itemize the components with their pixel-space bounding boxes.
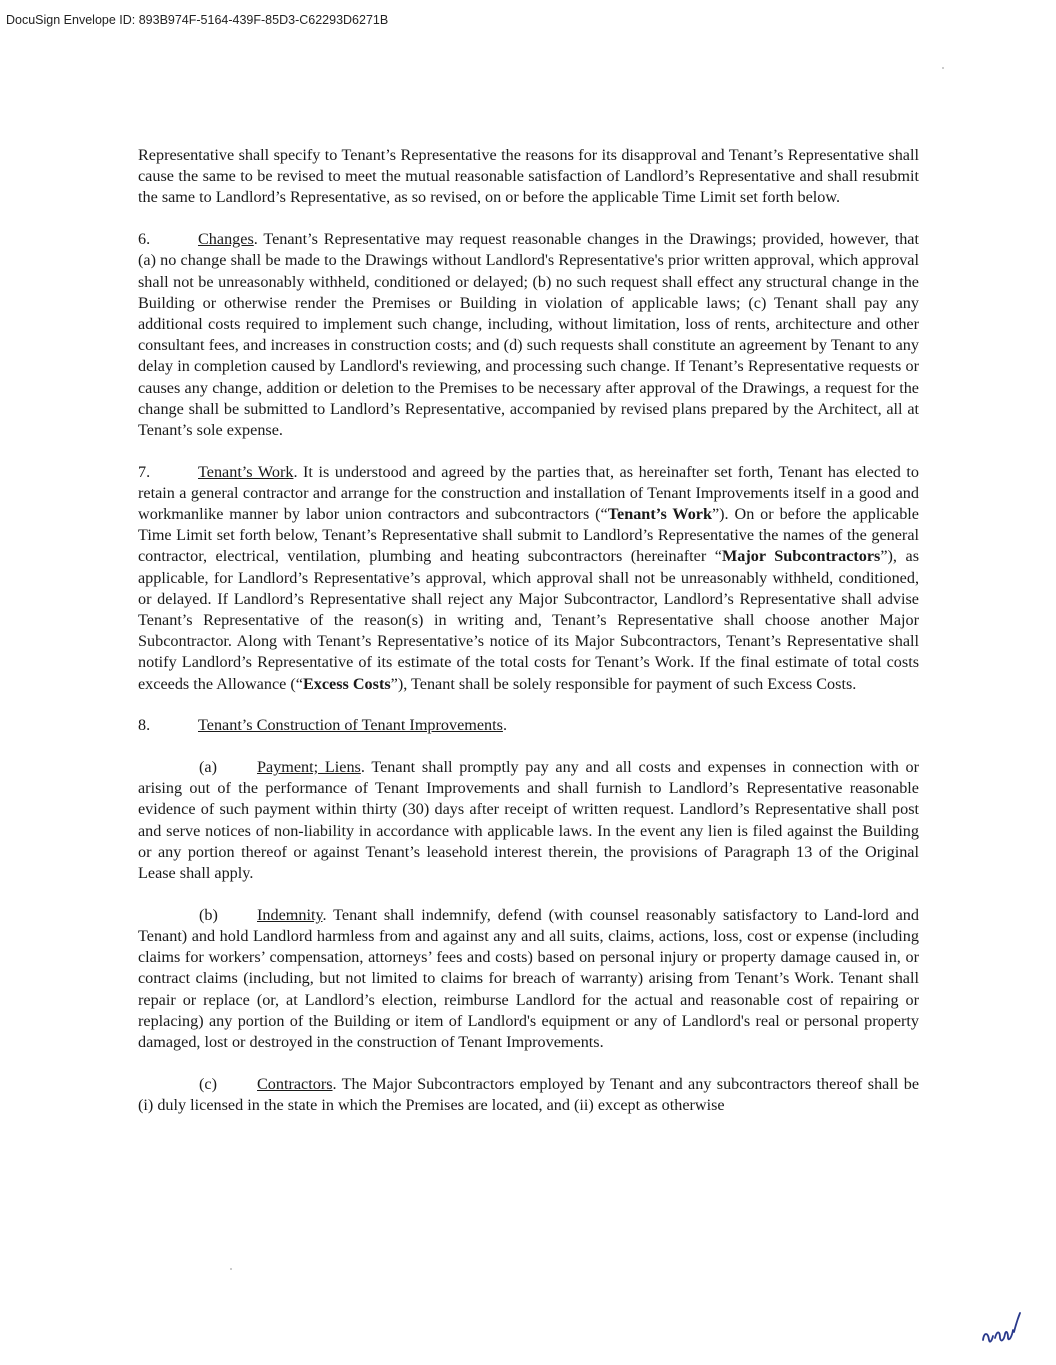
handwritten-initials: [980, 1310, 1026, 1350]
section-6-number: 6.: [138, 230, 151, 249]
section-8a: [138, 757, 919, 884]
section-8b-text: . Tenant shall indemnify, defend (with counsel reasonably satisfactory to Land-lord and Tenant) and hold Landlord harmless from and against any and all suits, claims, actions, loss, cost or expense (including claims for workers’ compensation, attorneys’ fees and costs) based on personal injury or property damage caused in, or contract claims (including, but not limited to claims for breach of warranty) arising from Tenant’s Work. Tenant shall repair or replace (or, at Landlord’s election, reimburse Landlord for the actual and reasonable cost of repairing or replacing) any portion of the Building or item of Landlord's equipment or any of Landlord's real or personal property damaged, lost or destroyed in the construction of Tenant Improvements.: [138, 905, 919, 1052]
section-8a-heading: Payment; Liens: [257, 758, 361, 777]
section-7: [138, 462, 919, 695]
section-7-text-4: ”), Tenant shall be solely responsible for payment of such Excess Costs.: [390, 674, 857, 693]
section-8c-text: . The Major Subcontractors employed by Tenant and any subcontractors thereof shall be (i) duly licensed in the state in which the Premises are located, and (ii) except as otherwise: [138, 1074, 919, 1114]
section-8-heading: Tenant’s Construction of Tenant Improvements: [198, 716, 503, 735]
section-8c: [138, 1074, 919, 1116]
section-6-text: . Tenant’s Representative may request reasonable changes in the Drawings; provided, however, that (a) no change shall be made to the Drawings without Landlord's Representative's prior written approval, which approval shall not be unreasonably withheld, conditioned or delayed; (b) no such request shall effect any structural change in the Building or otherwise render the Premises or Building in violation of applicable laws; (c) Tenant shall pay any additional costs required to implement such change, including, without limitation, loss of rents, architecture and other consultant fees, and increases in construction costs; and (d) such requests shall constitute an agreement by Tenant to any delay in completion caused by Landlord's reviewing, and processing such change. If Tenant’s Representative requests or causes any change, addition or deletion to the Premises to be necessary after approval of the Drawings, a request for the change shall be submitted to Landlord’s Representative, accompanied by revised plans prepared by the Architect, all at Tenant’s sole expense.: [138, 230, 919, 439]
section-8b-label: (b): [199, 905, 218, 924]
section-6-heading: Changes: [198, 230, 254, 249]
section-7-text-1: . It is understood and agreed by the parties that, as hereinafter set forth, Tenant has elected to retain a general contractor and arrange for the construction and installation of Tenant Improvements itself in a good and workmanlike manner by labor union contractors and subcontractors (“: [138, 462, 919, 524]
term-tenants-work: Tenant’s Work: [607, 505, 712, 524]
section-7-text-2: ”). On or before the applicable Time Limit set forth below, Tenant’s Representative shall submit to Landlord’s Representative the names of the general contractor, electrical, ventilation, plumbing and heating subcontractors (hereinafter “: [138, 505, 919, 566]
section-8-heading-suffix: .: [502, 716, 507, 735]
section-6: [138, 229, 919, 441]
section-8: [138, 715, 919, 736]
continuation-paragraph: Representative shall specify to Tenant’s Representative the reasons for its disapproval and Tenant’s Representative shall cause the same to be revised to meet the mutual reasonable satisfaction of Landlord’s Representative and shall resubmit the same to Landlord’s Representative, as so revised, on or before the applicable Time Limit set forth below.: [138, 146, 919, 207]
section-8a-text: . Tenant shall promptly pay any and all costs and expenses in connection with or arising out of the performance of Tenant Improvements and shall furnish to Landlord’s Representative reasonable evidence of such payment within thirty (30) days after receipt of written request. Landlord’s Representative shall post and serve notices of non-liability in accordance with applicable laws. In the event any lien is filed against the Building or any portion thereof or against Tenant’s leasehold interest therein, the provisions of Paragraph 13 of the Original Lease shall apply.: [138, 758, 920, 883]
section-8c-heading: Contractors: [257, 1074, 333, 1093]
term-excess-costs: Excess Costs: [302, 674, 391, 693]
document-body: [138, 145, 919, 1137]
section-8c-label: (c): [199, 1074, 217, 1093]
docusign-envelope-id: DocuSign Envelope ID: 893B974F-5164-439F-85D3-C62293D6271B: [6, 13, 389, 27]
section-7-number: 7.: [138, 462, 151, 481]
scan-speck: [230, 1268, 232, 1270]
section-7-heading: Tenant’s Work: [198, 462, 294, 481]
section-8-number: 8.: [138, 716, 151, 735]
term-major-subcontractors: Major Subcontractors: [721, 547, 881, 566]
section-7-text-3: ”), as applicable, for Landlord’s Representative’s approval, which approval shall not be unreasonably withheld, conditioned, or delayed. If Landlord’s Representative shall reject any Major Subcontractor, Landlord’s Representative shall advise Tenant’s Representative of the reason(s) in writing and, Tenant’s Representative shall choose another Major Subcontractor. Along with Tenant’s Representative’s notice of its Major Subcontractors, Tenant’s Representative shall notify Landlord’s Representative of its estimate of the total costs for Tenant’s Work. If the final estimate of total costs exceeds the Allowance (“: [138, 547, 919, 693]
section-8a-label: (a): [199, 758, 217, 777]
section-8b: [138, 905, 919, 1053]
section-8b-heading: Indemnity: [257, 905, 323, 924]
scan-speck: [942, 67, 944, 69]
